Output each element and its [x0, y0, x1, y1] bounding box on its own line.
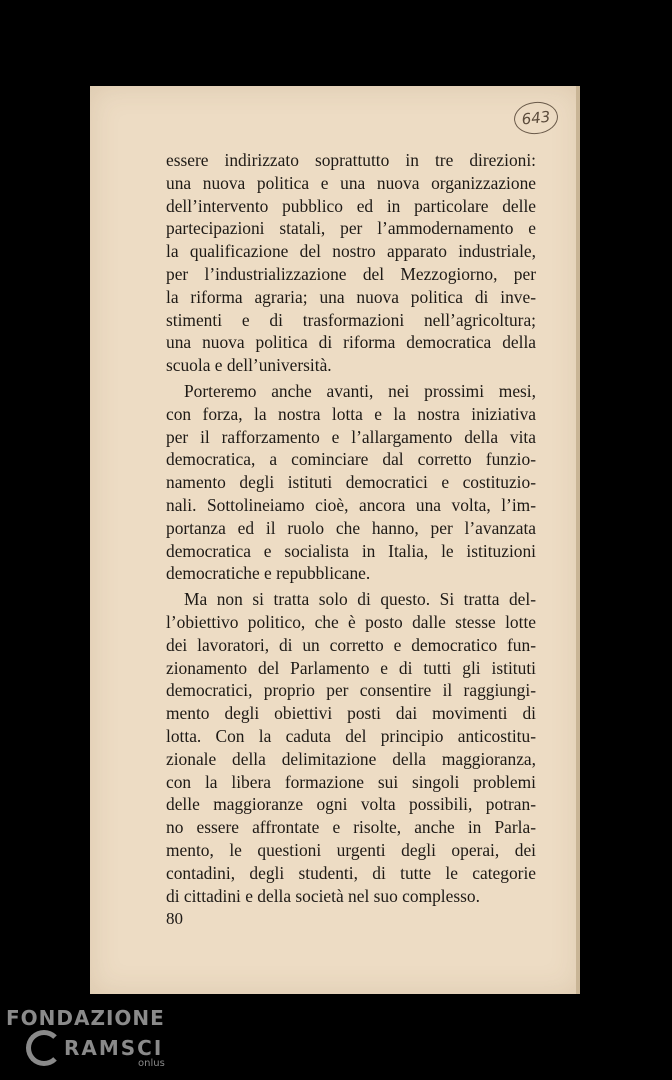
- text-line: dell’intervento pubblico ed in particolare delle: [166, 195, 536, 216]
- text-line: nali. Sottolineiamo cioè, ancora una volta, l’im-: [166, 494, 536, 515]
- text-line: una nuova politica di riforma democratica della: [166, 332, 536, 353]
- text-line: per l’industrializzazione del Mezzogiorno, per: [166, 263, 536, 284]
- text-line: di cittadini e della società nel suo complesso.: [166, 885, 480, 906]
- text-line: zionale della delimitazione della maggioranza,: [166, 748, 536, 769]
- text-line: per il rafforzamento e l’allargamento della vita: [166, 426, 536, 447]
- book-page: [90, 86, 580, 994]
- body-text: [166, 149, 536, 907]
- page-edge: [576, 86, 580, 994]
- text-line: portanza ed il ruolo che hanno, per l’avanzata: [166, 517, 536, 538]
- text-line: stimenti e di trasformazioni nell’agricoltura;: [166, 309, 536, 330]
- text-line: Porteremo anche avanti, nei prossimi mesi,: [184, 380, 536, 401]
- text-line: mento degli obiettivi posti dai movimenti di: [166, 703, 536, 724]
- text-line: democratici, proprio per consentire il raggiungi-: [166, 680, 536, 701]
- logo-line1: FONDAZIONE: [6, 1006, 165, 1030]
- text-line: dei lavoratori, di un corretto e democratico fun-: [166, 634, 536, 655]
- text-line: contadini, degli studenti, di tutte le categorie: [166, 862, 536, 883]
- text-line: essere indirizzato soprattutto in tre direzioni:: [166, 150, 536, 170]
- text-line: lotta. Con la caduta del principio anticostitu-: [166, 725, 536, 746]
- text-line: democratica, a cominciare dal corretto funzio-: [166, 449, 536, 470]
- text-line: democratiche e repubblicane.: [166, 563, 371, 584]
- page-number: 80: [166, 909, 183, 928]
- text-line: scuola e dell’università.: [166, 355, 332, 376]
- handwritten-page-annotation: 643: [512, 100, 559, 136]
- text-line: la qualificazione del nostro apparato industriale,: [166, 241, 536, 262]
- logo-line2: RAMSCI: [64, 1036, 164, 1060]
- text-line: una nuova politica e una nuova organizzazione: [166, 172, 536, 193]
- text-line: partecipazioni statali, per l’ammodernamento e: [166, 218, 536, 239]
- text-line: Ma non si tratta solo di questo. Si tratta del-: [184, 589, 536, 610]
- fondazione-gramsci-logo: [2, 1006, 172, 1076]
- text-line: con forza, la nostra lotta e la nostra iniziativa: [166, 403, 536, 424]
- text-line: namento degli istituti democratici e costituzio-: [166, 472, 536, 493]
- text-line: democratica e socialista in Italia, le istituzioni: [166, 540, 536, 561]
- text-line: zionamento del Parlamento e di tutti gli istituti: [166, 657, 536, 678]
- logo-sub: onlus: [138, 1058, 165, 1069]
- text-line: l’obiettivo politico, che è posto dalle stesse lotte: [166, 611, 536, 632]
- text-line: delle maggioranze ogni volta possibili, potran-: [166, 794, 536, 815]
- text-line: mento, le questioni urgenti degli operai, dei: [166, 839, 536, 860]
- logo-g-icon: [26, 1030, 62, 1066]
- text-line: con la libera formazione sui singoli problemi: [166, 771, 536, 792]
- text-line: no essere affrontate e risolte, anche in Parla-: [166, 817, 536, 838]
- text-line: la riforma agraria; una nuova politica di inve-: [166, 286, 536, 307]
